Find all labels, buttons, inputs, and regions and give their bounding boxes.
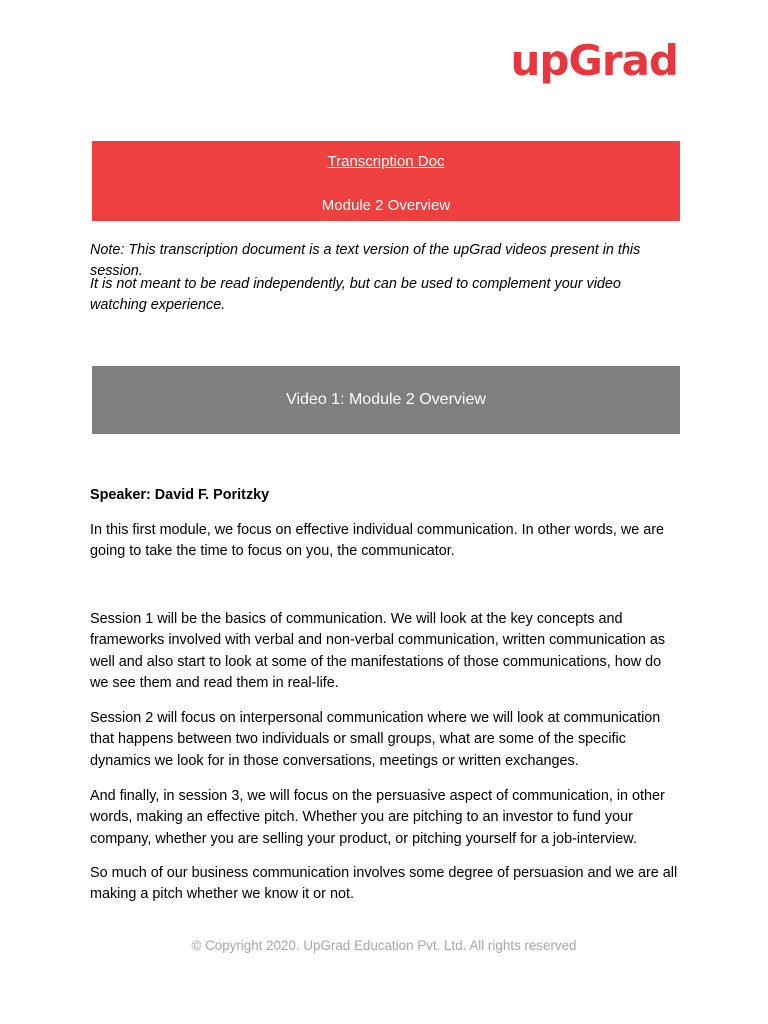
upgrad-logo: upGrad xyxy=(510,36,678,85)
transcript-paragraph: Session 2 will focus on interpersonal communication where we will look at communication that happens between two individuals or small groups, what are some of the specific dynamics we look for in those conversations, meetings or written exchanges. xyxy=(90,710,661,769)
copyright-footer: © Copyright 2020. UpGrad Education Pvt. Ltd. All rights reserved xyxy=(191,938,577,953)
transcript-paragraph: So much of our business communication involves some degree of persuasion and we are all making a pitch whether we know it or not. xyxy=(90,865,678,903)
title-banner xyxy=(92,141,680,221)
speaker-name: Speaker: David F. Poritzky xyxy=(90,487,270,503)
note-text: Note: This transcription document is a text version of the upGrad videos present in this session. xyxy=(90,242,641,279)
module-title: Module 2 Overview xyxy=(321,197,451,214)
video-title-banner: Video 1: Module 2 Overview xyxy=(92,366,680,434)
transcript-paragraph: Session 1 will be the basics of communication. We will look at the key concepts and frameworks involved with verbal and non-verbal communication, written communication as well and also start to look at some of the manifestations of those communications, how do we see them and read them in real-life. xyxy=(90,611,666,691)
doc-title: Transcription Doc xyxy=(327,153,445,170)
note-disclaimer: It is not meant to be read independently, but can be used to complement your video watching experience. xyxy=(90,276,621,313)
transcript-paragraph: In this first module, we focus on effective individual communication. In other words, we are going to take the time to focus on you, the communicator. xyxy=(90,522,665,560)
transcript-paragraph: And finally, in session 3, we will focus on the persuasive aspect of communication, in other words, making an effective pitch. Whether you are pitching to an investor to fund your company, whether you are selling your product, or pitching yourself for a job-interview. xyxy=(90,788,665,847)
